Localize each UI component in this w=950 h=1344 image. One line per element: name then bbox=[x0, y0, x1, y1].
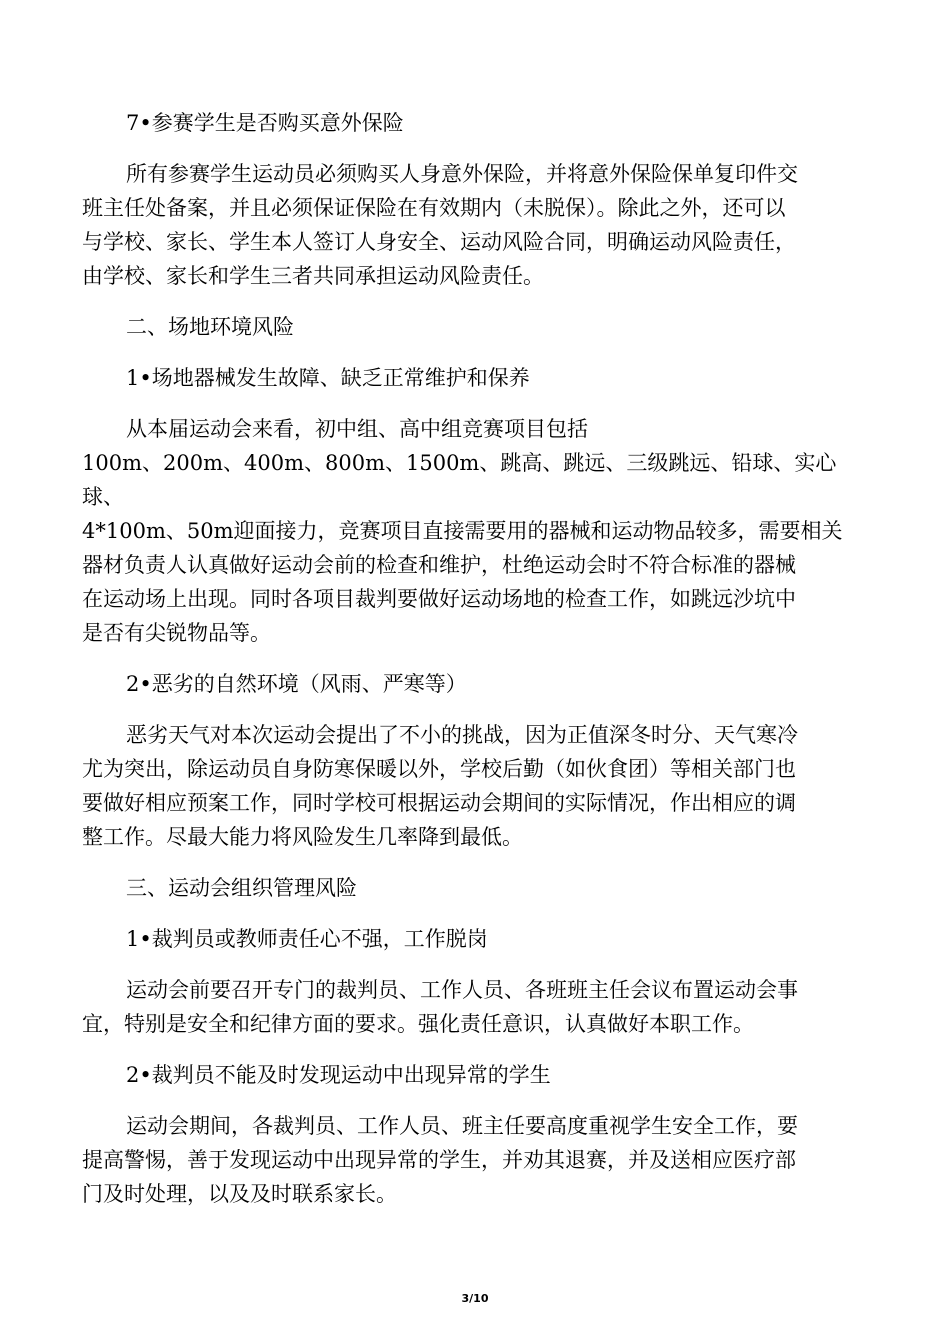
section-heading-referee-responsibility: 1•裁判员或教师责任心不强，工作脱岗 bbox=[126, 927, 488, 951]
section-heading-venue-risk: 二、场地环境风险 bbox=[126, 315, 294, 339]
page-number: 3/10 bbox=[461, 1292, 489, 1305]
paragraph-referee-meeting bbox=[82, 973, 872, 1041]
section-heading-management-risk: 三、运动会组织管理风险 bbox=[126, 876, 357, 900]
paragraph-insurance bbox=[82, 157, 872, 293]
text-line: 提高警惕，善于发现运动中出现异常的学生，并劝其退赛，并及送相应医疗部 bbox=[82, 1148, 796, 1172]
text-line: 班主任处备案，并且必须保证保险在有效期内（未脱保）。除此之外，还可以 bbox=[82, 196, 786, 220]
text-line: 宜，特别是安全和纪律方面的要求。强化责任意识，认真做好本职工作。 bbox=[82, 1012, 754, 1036]
text-line: 器材负责人认真做好运动会前的检查和维护，杜绝运动会时不符合标准的器械 bbox=[82, 553, 796, 577]
text-line: 门及时处理，以及及时联系家长。 bbox=[82, 1182, 397, 1206]
text-line-relay: 4*100m、50m迎面接力，竞赛项目直接需要用的器械和运动物品较多，需要相关 bbox=[82, 519, 843, 543]
text-line: 运动会期间，各裁判员、工作人员、班主任要高度重视学生安全工作，要 bbox=[126, 1114, 798, 1138]
text-line: 在运动场上出现。同时各项目裁判要做好运动场地的检查工作，如跳远沙坑中 bbox=[82, 587, 796, 611]
paragraph-abnormal-students bbox=[82, 1109, 872, 1211]
document-body bbox=[82, 106, 872, 1228]
text-line: 要做好相应预案工作，同时学校可根据运动会期间的实际情况，作出相应的调 bbox=[82, 791, 796, 815]
text-line: 所有参赛学生运动员必须购买人身意外保险，并将意外保险保单复印件交 bbox=[126, 162, 798, 186]
paragraph-weather bbox=[82, 718, 872, 854]
text-line: 从本届运动会来看，初中组、高中组竞赛项目包括 bbox=[126, 417, 588, 441]
text-line: 整工作。尽最大能力将风险发生几率降到最低。 bbox=[82, 825, 523, 849]
section-heading-insurance: 7•参赛学生是否购买意外保险 bbox=[126, 111, 404, 135]
section-heading-equipment-failure: 1•场地器械发生故障、缺乏正常维护和保养 bbox=[126, 366, 530, 390]
text-line: 是否有尖锐物品等。 bbox=[82, 621, 271, 645]
paragraph-equipment bbox=[82, 412, 872, 650]
text-line: 恶劣天气对本次运动会提出了不小的挑战，因为正值深冬时分、天气寒冷 bbox=[126, 723, 798, 747]
text-line: 由学校、家长和学生三者共同承担运动风险责任。 bbox=[82, 264, 544, 288]
text-line: 尤为突出，除运动员自身防寒保暖以外，学校后勤（如伙食团）等相关部门也 bbox=[82, 757, 796, 781]
text-line: 与学校、家长、学生本人签订人身安全、运动风险合同，明确运动风险责任， bbox=[82, 230, 796, 254]
text-line-events: 100m、200m、400m、800m、1500m、跳高、跳远、三级跳远、铅球、实心球、 bbox=[82, 451, 837, 509]
section-heading-weather: 2•恶劣的自然环境（风雨、严寒等） bbox=[126, 672, 467, 696]
section-heading-abnormal-students: 2•裁判员不能及时发现运动中出现异常的学生 bbox=[126, 1063, 551, 1087]
text-line: 运动会前要召开专门的裁判员、工作人员、各班班主任会议布置运动会事 bbox=[126, 978, 798, 1002]
